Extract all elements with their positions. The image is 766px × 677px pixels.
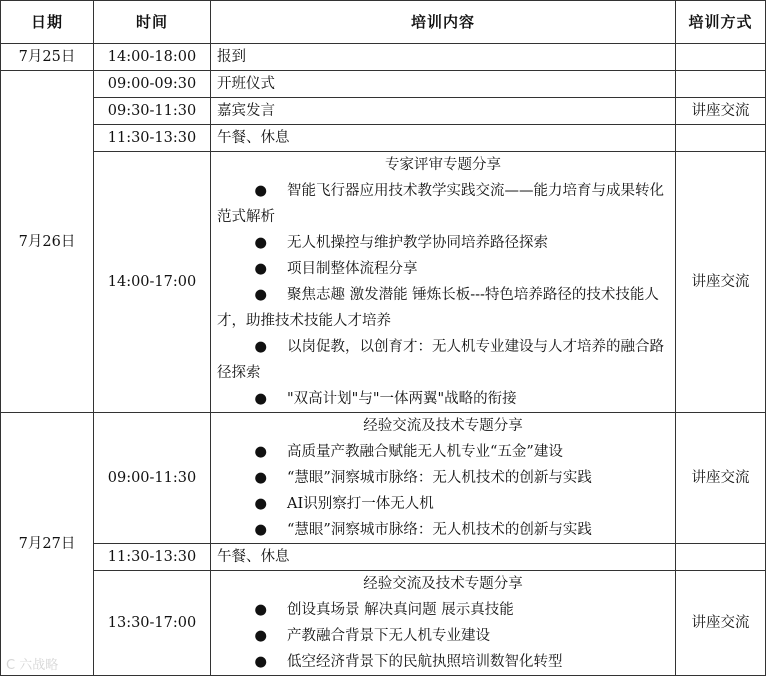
method-cell bbox=[676, 125, 766, 152]
list-item bbox=[217, 256, 669, 282]
header-date: 日期 bbox=[1, 1, 94, 44]
item-text: 聚焦志趣 激发潜能 锤炼长板---特色培养路径的技术技能人才，助推技术技能人才培养 bbox=[217, 287, 659, 329]
content-cell: 午餐、休息 bbox=[211, 544, 676, 571]
item-text: 低空经济背景下的民航执照培训数智化转型 bbox=[287, 654, 563, 670]
table-row bbox=[1, 98, 766, 125]
header-time: 时间 bbox=[94, 1, 211, 44]
list-item bbox=[217, 230, 669, 256]
item-text: 高质量产教融合赋能无人机专业“五金”建设 bbox=[287, 444, 563, 460]
method-cell: 讲座交流 bbox=[676, 571, 766, 676]
bullet-icon: ● bbox=[254, 602, 267, 618]
item-text: 以岗促教，以创育才：无人机专业建设与人才培养的融合路径探索 bbox=[217, 339, 664, 381]
time-cell: 09:00-09:30 bbox=[94, 71, 211, 98]
item-text: 项目制整体流程分享 bbox=[287, 261, 418, 277]
bullet-icon: ● bbox=[254, 391, 267, 407]
bullet-icon: ● bbox=[254, 287, 267, 303]
item-text: AI识别察打一体无人机 bbox=[287, 496, 434, 512]
content-cell bbox=[211, 413, 676, 544]
time-cell: 09:00-11:30 bbox=[94, 413, 211, 544]
list-item bbox=[217, 386, 669, 412]
bullet-icon: ● bbox=[254, 235, 267, 251]
table-row bbox=[1, 44, 766, 71]
time-cell: 11:30-13:30 bbox=[94, 125, 211, 152]
time-cell: 13:30-17:00 bbox=[94, 571, 211, 676]
method-cell: 讲座交流 bbox=[676, 413, 766, 544]
table-row bbox=[1, 125, 766, 152]
method-cell: 讲座交流 bbox=[676, 98, 766, 125]
content-cell: 午餐、休息 bbox=[211, 125, 676, 152]
header-content: 培训内容 bbox=[211, 1, 676, 44]
bullet-icon: ● bbox=[254, 628, 267, 644]
date-cell: 7月27日 bbox=[1, 413, 94, 676]
bullet-icon: ● bbox=[254, 183, 267, 199]
date-cell: 7月26日 bbox=[1, 71, 94, 413]
content-cell: 嘉宾发言 bbox=[211, 98, 676, 125]
bullet-icon: ● bbox=[254, 470, 267, 486]
item-text: 产教融合背景下无人机专业建设 bbox=[287, 628, 490, 644]
content-cell bbox=[211, 571, 676, 676]
time-cell: 11:30-13:30 bbox=[94, 544, 211, 571]
method-cell bbox=[676, 71, 766, 98]
list-item bbox=[217, 649, 669, 675]
item-text: “慧眼”洞察城市脉络：无人机技术的创新与实践 bbox=[287, 522, 592, 538]
content-cell bbox=[211, 152, 676, 413]
list-item bbox=[217, 597, 669, 623]
method-cell: 讲座交流 bbox=[676, 152, 766, 413]
bullet-icon: ● bbox=[254, 339, 267, 355]
date-cell: 7月25日 bbox=[1, 44, 94, 71]
session-title: 经验交流及技术专题分享 bbox=[363, 576, 523, 592]
header-method: 培训方式 bbox=[676, 1, 766, 44]
time-cell: 14:00-17:00 bbox=[94, 152, 211, 413]
item-text: "双高计划"与"一体两翼"战略的衔接 bbox=[287, 391, 517, 407]
list-item bbox=[217, 439, 669, 465]
time-cell: 09:30-11:30 bbox=[94, 98, 211, 125]
watermark-logo: C 六战略 bbox=[6, 658, 59, 673]
item-text: “慧眼”洞察城市脉络：无人机技术的创新与实践 bbox=[287, 470, 592, 486]
time-cell: 14:00-18:00 bbox=[94, 44, 211, 71]
bullet-icon: ● bbox=[254, 654, 267, 670]
header-row bbox=[1, 1, 766, 44]
list-item bbox=[217, 334, 669, 386]
list-item bbox=[217, 623, 669, 649]
table-row bbox=[1, 413, 766, 544]
list-item bbox=[217, 465, 669, 491]
method-cell bbox=[676, 544, 766, 571]
bullet-icon: ● bbox=[254, 496, 267, 512]
bullet-icon: ● bbox=[254, 444, 267, 460]
list-item bbox=[217, 282, 669, 334]
session-title: 专家评审专题分享 bbox=[385, 157, 501, 173]
bullet-icon: ● bbox=[254, 261, 267, 277]
method-cell bbox=[676, 44, 766, 71]
item-text: 智能飞行器应用技术教学实践交流——能力培育与成果转化范式解析 bbox=[217, 183, 664, 225]
list-item bbox=[217, 491, 669, 517]
session-title: 经验交流及技术专题分享 bbox=[363, 418, 523, 434]
table-row bbox=[1, 571, 766, 676]
content-cell: 开班仪式 bbox=[211, 71, 676, 98]
item-text: 无人机操控与维护教学协同培养路径探索 bbox=[287, 235, 548, 251]
table-row bbox=[1, 152, 766, 413]
item-text: 创设真场景 解决真问题 展示真技能 bbox=[287, 602, 514, 618]
content-cell: 报到 bbox=[211, 44, 676, 71]
list-item bbox=[217, 178, 669, 230]
table-row bbox=[1, 71, 766, 98]
bullet-icon: ● bbox=[254, 522, 267, 538]
table-row bbox=[1, 544, 766, 571]
list-item bbox=[217, 517, 669, 543]
